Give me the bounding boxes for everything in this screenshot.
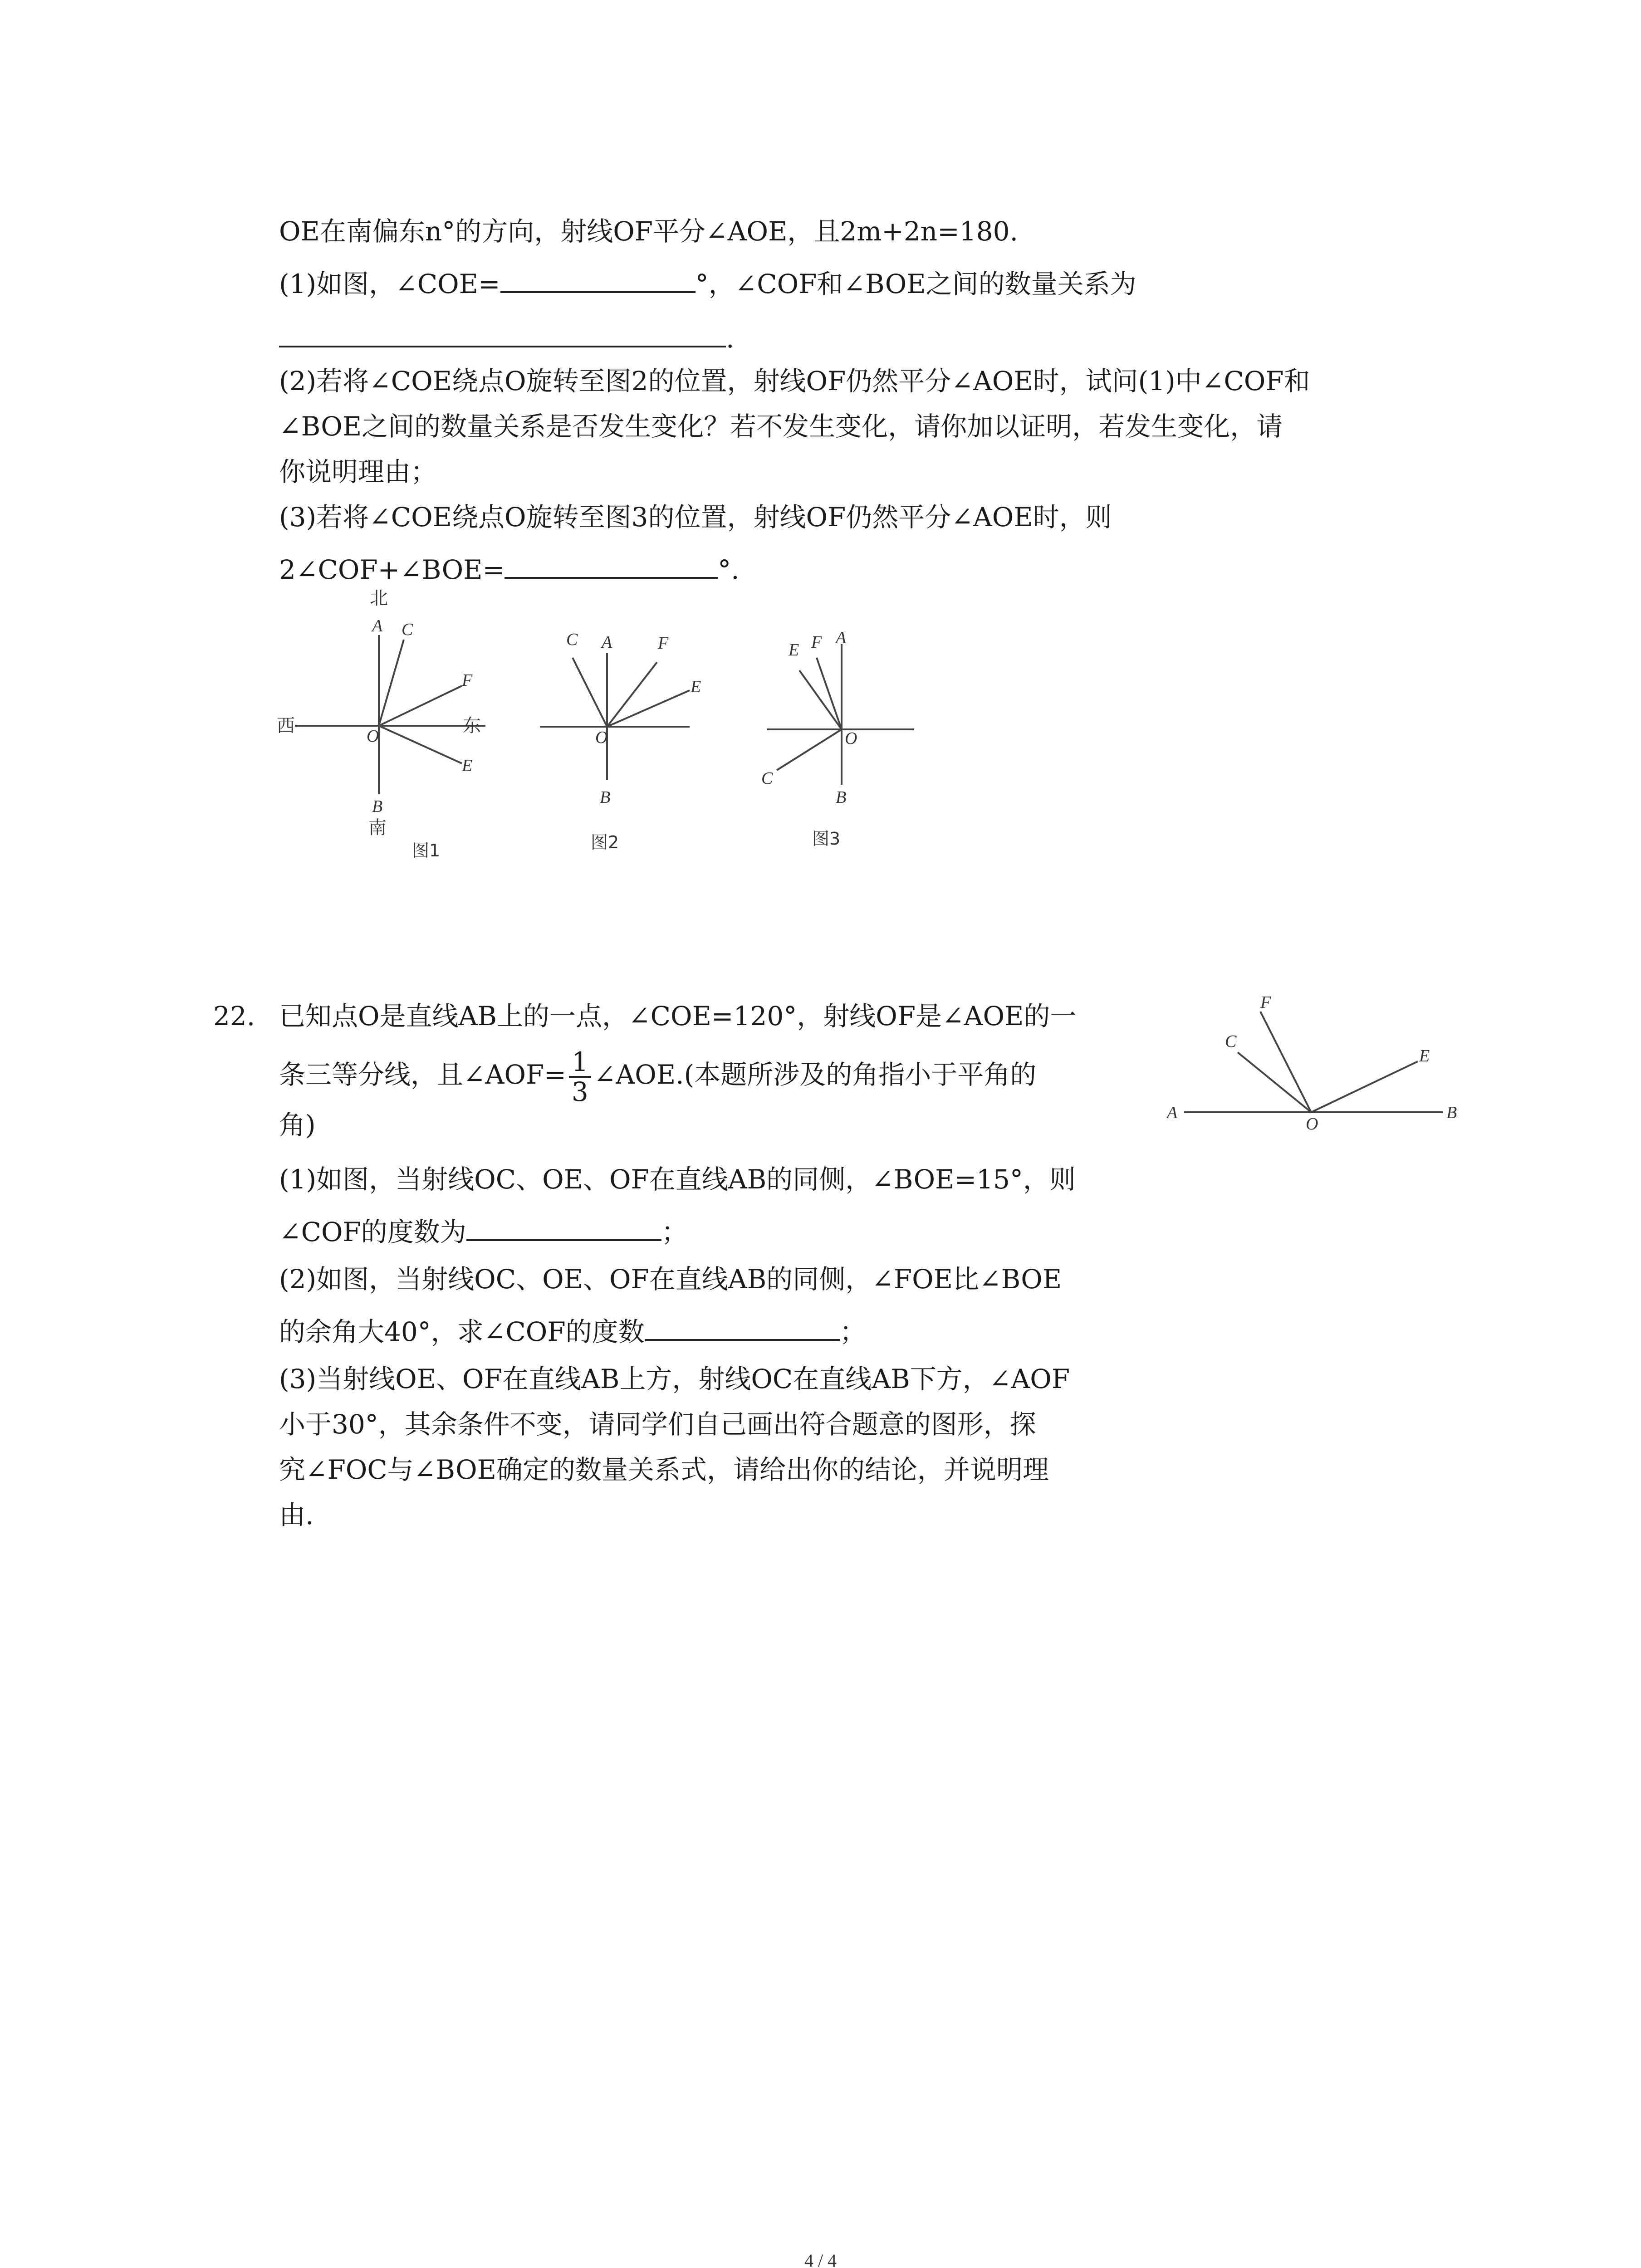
fig2-label-b: B: [600, 788, 611, 807]
answer-blank-coe[interactable]: [500, 263, 696, 293]
fig3-ray-oc: [777, 729, 842, 770]
q22-part3-line4: 由.: [279, 1500, 314, 1530]
fig2-ray-oe: [607, 690, 690, 727]
q22-label-f: F: [1260, 993, 1271, 1012]
answer-blank-cof-1[interactable]: [466, 1211, 661, 1241]
fig2-label-e: E: [691, 677, 701, 696]
q22-line3: 角): [279, 1110, 316, 1140]
q22-label-a: A: [1167, 1103, 1178, 1122]
fig1-label-o: O: [367, 727, 379, 746]
page-number: 4 / 4: [804, 2250, 837, 2268]
fig3-label-b: B: [836, 788, 847, 807]
fig2-ray-of: [607, 662, 657, 727]
answer-blank-relation[interactable]: [279, 318, 726, 347]
q22-part1-line2: ∠COF的度数为 ；: [279, 1211, 688, 1250]
fig1-label-south: 南: [368, 817, 387, 838]
fig1-label-c: C: [402, 620, 413, 639]
figure-q22: [1161, 980, 1470, 1143]
fig1-label-a: A: [372, 616, 383, 635]
q22-part3-line2: 小于30°，其余条件不变，请同学们自己画出符合题意的图形，探: [279, 1409, 1036, 1440]
fig2-caption: 图2: [591, 832, 619, 852]
q22-line2: 条三等分线，且∠AOF= $\frac{1}{3}$ ∠AOE.(本题所涉及的角指小于平角的: [279, 1046, 1037, 1107]
fraction-one-third: $\frac{1}{3}$: [569, 1048, 591, 1106]
figure-1: [268, 585, 504, 875]
q21-part2-line3: 你说明理由；: [279, 456, 437, 487]
fig2-ray-oc: [573, 658, 607, 727]
q22-ray-of: [1260, 1012, 1311, 1112]
figure-2: [531, 585, 721, 875]
fig2-label-c: C: [566, 630, 578, 649]
fig2-label-o: O: [595, 728, 608, 747]
fig3-caption: 图3: [812, 829, 841, 849]
fig1-caption: 图1: [412, 841, 441, 860]
q21-part3-line1: (3)若将∠COE绕点O旋转至图3的位置，射线OF仍然平分∠AOE时，则: [279, 502, 1112, 533]
fig3-label-o: O: [845, 729, 857, 748]
q22-label-e: E: [1419, 1046, 1430, 1066]
fig1-label-north: 北: [370, 588, 388, 609]
q22-part2-line2: 的余角大40°，求∠COF的度数 ；: [279, 1311, 866, 1350]
q22-label-c: C: [1225, 1032, 1237, 1051]
fig1-label-west: 西: [277, 715, 295, 736]
q21-part1-relation: .: [279, 318, 734, 357]
q22-part3-line3: 究∠FOC与∠BOE确定的数量关系式，请给出你的结论，并说明理: [279, 1454, 1049, 1485]
fig3-label-c: C: [761, 769, 773, 788]
fig1-ray-oe: [379, 726, 462, 763]
fig3-ray-oe: [799, 670, 842, 729]
q21-part3-line2: 2∠COF+∠BOE= °.: [279, 549, 740, 588]
fig3-ray-of: [817, 658, 842, 729]
answer-blank-cof-2[interactable]: [645, 1311, 840, 1341]
q22-label-b: B: [1446, 1103, 1457, 1122]
figure-3: [749, 585, 930, 875]
fig2-label-f: F: [658, 634, 669, 653]
fig3-label-e: E: [789, 640, 799, 660]
fig3-label-a: A: [836, 628, 847, 647]
fig3-label-f: F: [811, 633, 822, 652]
fig2-label-a: A: [602, 633, 612, 652]
q22-ray-oc: [1238, 1052, 1311, 1112]
fig1-ray-of: [379, 686, 462, 726]
q22-ray-oe: [1311, 1061, 1418, 1112]
fig1-label-east: 东: [463, 715, 481, 736]
fig1-label-f: F: [462, 671, 473, 690]
q22-part3-line1: (3)当射线OE、OF在直线AB上方，射线OC在直线AB下方，∠AOF: [279, 1364, 1070, 1394]
fig1-ray-oc: [379, 640, 404, 726]
q21-part2-line2: ∠BOE之间的数量关系是否发生变化？若不发生变化，请你加以证明，若发生变化，请: [279, 411, 1283, 442]
q22-part2-line1: (2)如图，当射线OC、OE、OF在直线AB的同侧，∠FOE比∠BOE: [279, 1264, 1062, 1295]
q22-line1: 已知点O是直线AB上的一点，∠COE=120°，射线OF是∠AOE的一: [279, 1001, 1077, 1031]
fig1-label-b: B: [372, 797, 383, 816]
q22-number: 22.: [213, 1001, 255, 1031]
q22-label-o: O: [1306, 1114, 1318, 1134]
q21-part2-line1: (2)若将∠COE绕点O旋转至图2的位置，射线OF仍然平分∠AOE时，试问(1)中∠COF和: [279, 366, 1310, 396]
q21-part1: (1)如图，∠COE= °，∠COF和∠BOE之间的数量关系为: [279, 263, 1136, 302]
fig1-label-e: E: [462, 756, 473, 775]
answer-blank-sum[interactable]: [505, 549, 718, 579]
q21-intro: OE在南偏东n°的方向，射线OF平分∠AOE，且2m+2n=180.: [279, 216, 1018, 247]
q22-part1-line1: (1)如图，当射线OC、OE、OF在直线AB的同侧，∠BOE=15°，则: [279, 1164, 1076, 1195]
